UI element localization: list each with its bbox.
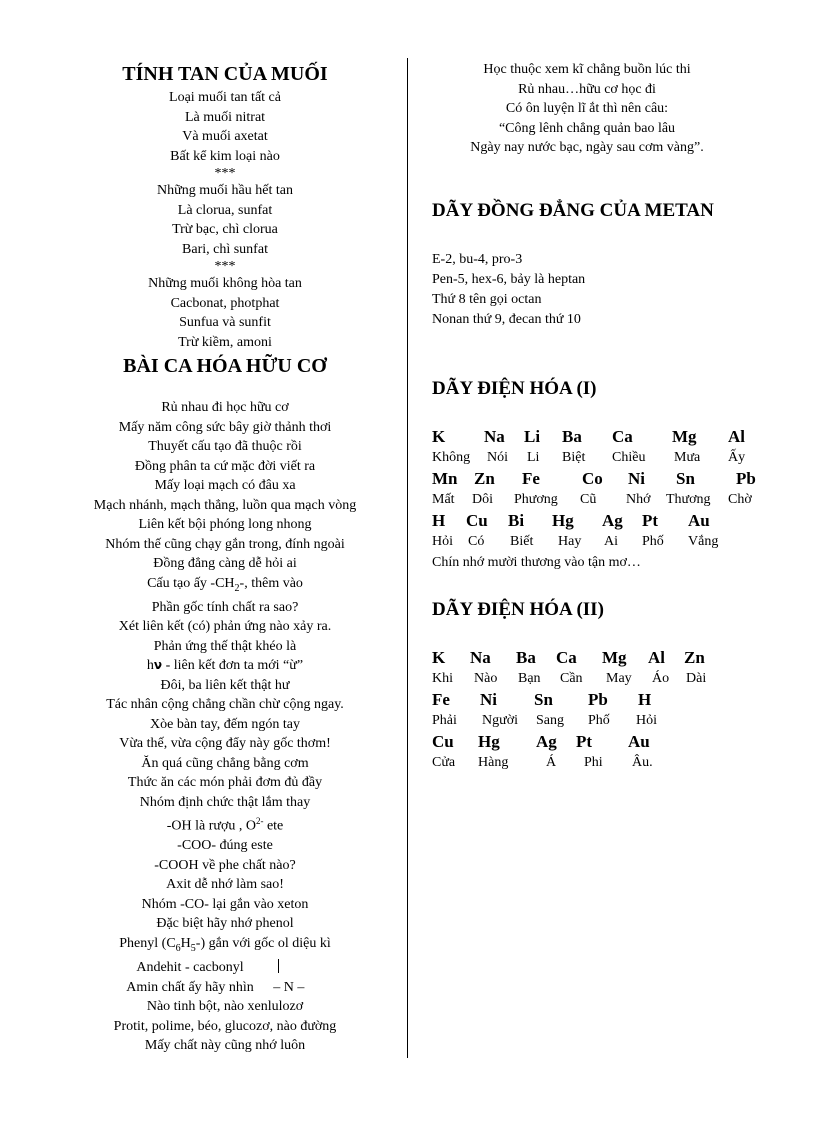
poem-line: Xét liên kết (có) phản ứng nào xảy ra. xyxy=(118,619,332,635)
symbol-row xyxy=(432,731,732,752)
symbol-row xyxy=(432,647,732,668)
element-symbol: Al xyxy=(648,648,665,667)
mnemonic-word: Âu. xyxy=(632,755,653,770)
element-symbol: Fe xyxy=(432,690,450,709)
left-column xyxy=(40,60,410,1056)
mnemonic-word: Chờ xyxy=(728,492,752,507)
metan-list xyxy=(432,250,585,330)
element-symbol: Cu xyxy=(432,732,454,751)
poem-line: Rủ nhau đi học hữu cơ xyxy=(161,400,289,415)
mnemonic-word: Áo xyxy=(652,671,670,686)
element-symbol: H xyxy=(432,511,446,530)
poem-line: Mấy loại mạch có đâu xa xyxy=(154,478,296,493)
poem-line: Mấy chất này cũng nhớ luôn xyxy=(144,1038,306,1054)
mnemonic-word: Phố xyxy=(588,713,610,728)
poem-line: Protit, polime, béo, glucozơ, nào đường xyxy=(113,1018,337,1034)
poem-line-oh: -OH là rượu , $O^{2-}$ ete xyxy=(166,816,284,834)
organic-poem xyxy=(40,398,410,1056)
salt-poem xyxy=(40,88,410,352)
mnemonic-word: Li xyxy=(527,450,540,465)
mnemonic-word: Cửa xyxy=(432,755,456,770)
poem-line: Và muối axetat xyxy=(182,129,268,144)
element-symbol: Bi xyxy=(508,511,525,530)
poem-line: Sunfua và sunfit xyxy=(179,315,271,330)
poem-line: Ăn quá cũng chẳng bằng cơm xyxy=(141,755,309,771)
right-column xyxy=(432,60,792,770)
poem-line: Những muối không hòa tan xyxy=(148,276,302,291)
mnemonic-row xyxy=(432,489,762,510)
metan-line: Thứ 8 tên gọi octan xyxy=(432,292,542,307)
organic-song-title: BÀI CA HÓA HỮU CƠ xyxy=(123,355,327,377)
poem-line-amin: Amin chất ấy hãy nhìn – N – xyxy=(126,979,305,995)
poem-line: Ngày nay nước bạc, ngày sau cơm vàng”. xyxy=(470,140,704,156)
mnemonic-closing-line: Chín nhớ mười thương vào tận mơ… xyxy=(432,555,641,570)
electrochem-series-1 xyxy=(432,426,762,573)
mnemonic-word: Vắng xyxy=(688,534,719,549)
element-symbol: Na xyxy=(470,648,491,667)
element-symbol: Co xyxy=(582,469,603,488)
mnemonic-row xyxy=(432,531,762,552)
element-symbol: Ag xyxy=(602,511,623,530)
mnemonic-word: Hay xyxy=(558,534,582,549)
element-symbol: Ag xyxy=(536,732,557,751)
poem-line: Là muối nitrat xyxy=(184,109,266,125)
poem-line: Nhóm định chức thật lắm thay xyxy=(139,794,311,810)
element-symbol: Ni xyxy=(480,690,497,709)
electrochem-series-2-title: DÃY ĐIỆN HÓA (II) xyxy=(432,599,604,620)
element-symbol: Zn xyxy=(474,469,495,488)
poem-line: Có ôn luyện lĩ ắt thì nên câu: xyxy=(505,101,669,117)
element-symbol: K xyxy=(432,648,446,667)
element-symbol: K xyxy=(432,427,446,446)
poem-line: Đồng đẳng càng dễ hỏi ai xyxy=(153,556,297,571)
mnemonic-word: Nói xyxy=(487,450,508,465)
element-symbol: Mn xyxy=(432,469,458,488)
poem-line: Bất kể kim loại nào xyxy=(170,148,280,164)
mnemonic-word: Ai xyxy=(604,534,618,549)
poem-line: Thuyết cấu tạo đã thuộc rồi xyxy=(148,439,302,454)
element-symbol: Sn xyxy=(534,690,553,709)
element-symbol: Hg xyxy=(478,732,500,751)
element-symbol: Ca xyxy=(556,648,577,667)
column-divider xyxy=(407,58,408,1058)
element-symbol: Mg xyxy=(672,427,697,446)
poem-line: Mạch nhánh, mạch thẳng, luồn qua mạch vòng xyxy=(93,497,357,513)
mnemonic-word: Có xyxy=(468,534,485,549)
symbol-row xyxy=(432,689,732,710)
mnemonic-word: Phải xyxy=(432,713,457,728)
poem-line: Xòe bàn tay, đếm ngón tay xyxy=(150,716,300,732)
element-symbol: Al xyxy=(728,427,745,446)
poem-continuation xyxy=(432,60,742,158)
element-symbol: Zn xyxy=(684,648,705,667)
element-symbol: Pb xyxy=(588,690,608,709)
poem-line: “Công lênh chẳng quản bao lâu xyxy=(498,120,676,136)
element-symbol: H xyxy=(638,690,652,709)
poem-line: Phản ứng thế thật khéo là xyxy=(153,638,297,654)
symbol-row xyxy=(432,426,762,447)
poem-line: Thức ăn các món phải đơm đủ đầy xyxy=(127,775,323,791)
mnemonic-word: Người xyxy=(482,713,518,728)
poem-line-hv: hν - liên kết đơn ta mới “ừ” xyxy=(146,658,304,674)
mnemonic-word: Nhớ xyxy=(626,492,651,507)
element-symbol: Pt xyxy=(576,732,593,751)
symbol-row xyxy=(432,510,762,531)
element-symbol: Au xyxy=(688,511,710,530)
mnemonic-word: Phố xyxy=(642,534,664,549)
poem-line-andehit: Andehit - cacbonyl xyxy=(40,958,410,978)
mnemonic-word: Phương xyxy=(514,492,558,507)
element-symbol: Hg xyxy=(552,511,574,530)
poem-line-ch2: Cấu tạo ấy $-CH_2-$, thêm vào xyxy=(147,575,303,594)
metan-line: Nonan thứ 9, đecan thứ 10 xyxy=(432,312,581,327)
salt-solubility-title: TÍNH TAN CỦA MUỐI xyxy=(122,63,328,85)
element-symbol: Ca xyxy=(612,427,633,446)
poem-line: Là clorua, sunfat xyxy=(177,202,273,218)
mnemonic-row xyxy=(432,668,732,689)
element-symbol: Pt xyxy=(642,511,659,530)
poem-line: Rủ nhau…hữu cơ học đi xyxy=(518,81,656,97)
mnemonic-word: Hỏi xyxy=(636,713,657,728)
poem-line: Nào tinh bột, nào xenlulozơ xyxy=(146,999,304,1015)
poem-line: Mấy năm công sức bây giờ thảnh thơi xyxy=(118,419,332,435)
element-symbol: Au xyxy=(628,732,650,751)
mnemonic-word: Hàng xyxy=(478,755,509,770)
stanza-separator: *** xyxy=(214,166,236,181)
mnemonic-word: Biệt xyxy=(562,450,586,465)
stanza-separator: *** xyxy=(214,259,236,274)
mnemonic-word: Á xyxy=(546,755,557,770)
electrochem-series-2 xyxy=(432,647,732,773)
poem-line: Học thuộc xem kĩ chẳng buồn lúc thi xyxy=(483,62,691,77)
mnemonic-word: Cũ xyxy=(580,492,597,507)
electrochem-series-1-title: DÃY ĐIỆN HÓA (I) xyxy=(432,378,597,399)
mnemonic-word: Dài xyxy=(686,671,707,686)
poem-line: Đồng phân ta cứ mặc đời viết ra xyxy=(134,458,316,474)
element-symbol: Na xyxy=(484,427,505,446)
element-symbol: Li xyxy=(524,427,541,446)
poem-line: Đặc biệt hãy nhớ phenol xyxy=(156,916,294,932)
element-symbol: Mg xyxy=(602,648,627,667)
poem-line: Nhóm -CO- lại gắn vào xeton xyxy=(141,896,309,912)
element-symbol: Pb xyxy=(736,469,756,488)
mnemonic-word: Không xyxy=(432,450,471,465)
mnemonic-word: May xyxy=(606,671,632,686)
element-symbol: Ni xyxy=(628,469,645,488)
mnemonic-word: Mưa xyxy=(674,450,701,465)
mnemonic-word: Khi xyxy=(432,671,453,686)
poem-line: -COO- đúng este xyxy=(177,838,273,854)
element-symbol: Ba xyxy=(562,427,582,446)
poem-line: Phần gốc tính chất ra sao? xyxy=(151,599,299,615)
mnemonic-word: Hỏi xyxy=(432,534,453,549)
mnemonic-word: Thương xyxy=(666,492,711,507)
symbol-row xyxy=(432,468,762,489)
poem-line: Loại muối tan tất cả xyxy=(169,90,281,105)
element-symbol: Fe xyxy=(522,469,540,488)
mnemonic-row xyxy=(432,710,732,731)
element-symbol: Cu xyxy=(466,511,488,530)
mnemonic-word: Sang xyxy=(536,713,564,728)
poem-line: Axit dễ nhớ làm sao! xyxy=(166,877,284,893)
poem-line: Những muối hầu hết tan xyxy=(157,183,293,198)
metan-line: E-2, bu-4, pro-3 xyxy=(432,252,523,267)
poem-line: Bari, chì sunfat xyxy=(182,241,268,257)
mnemonic-row xyxy=(432,447,762,468)
mnemonic-row xyxy=(432,752,732,773)
bond-line-icon xyxy=(278,959,279,973)
mnemonic-word: Ấy xyxy=(728,450,746,465)
poem-line: Liên kết bội phóng long nhong xyxy=(138,517,312,532)
poem-line: Cacbonat, photphat xyxy=(170,295,280,311)
mnemonic-word: Bạn xyxy=(518,671,541,686)
mnemonic-word: Nào xyxy=(474,671,498,686)
metan-title: DÃY ĐỒNG ĐẲNG CỦA METAN xyxy=(432,200,714,221)
mnemonic-word: Dôi xyxy=(472,492,493,507)
poem-line: Trừ kiềm, amoni xyxy=(178,334,272,350)
mnemonic-word: Chiều xyxy=(612,450,646,465)
mnemonic-word: Biết xyxy=(510,534,534,549)
poem-line: Đôi, ba liên kết thật hư xyxy=(160,677,290,693)
poem-line: Tác nhân cộng chẳng chần chừ cộng ngay. xyxy=(106,697,344,713)
metan-line: Pen-5, hex-6, bảy là heptan xyxy=(432,272,586,287)
element-symbol: Ba xyxy=(516,648,536,667)
poem-line-phenyl: Phenyl $(C_6H_5-)$ gắn với gốc ol diệu kì xyxy=(119,935,331,954)
poem-line: Nhóm thế cũng chạy gắn trong, đính ngoài xyxy=(105,536,345,552)
mnemonic-word: Phi xyxy=(584,755,603,770)
mnemonic-word: Cần xyxy=(560,671,583,686)
poem-line: Trừ bạc, chì clorua xyxy=(172,222,278,237)
poem-line: -COOH về phe chất nào? xyxy=(154,857,296,873)
element-symbol: Sn xyxy=(676,469,695,488)
mnemonic-word: Mất xyxy=(432,492,455,507)
poem-line: Vừa thế, vừa cộng đẩy này gốc thơm! xyxy=(119,736,331,752)
